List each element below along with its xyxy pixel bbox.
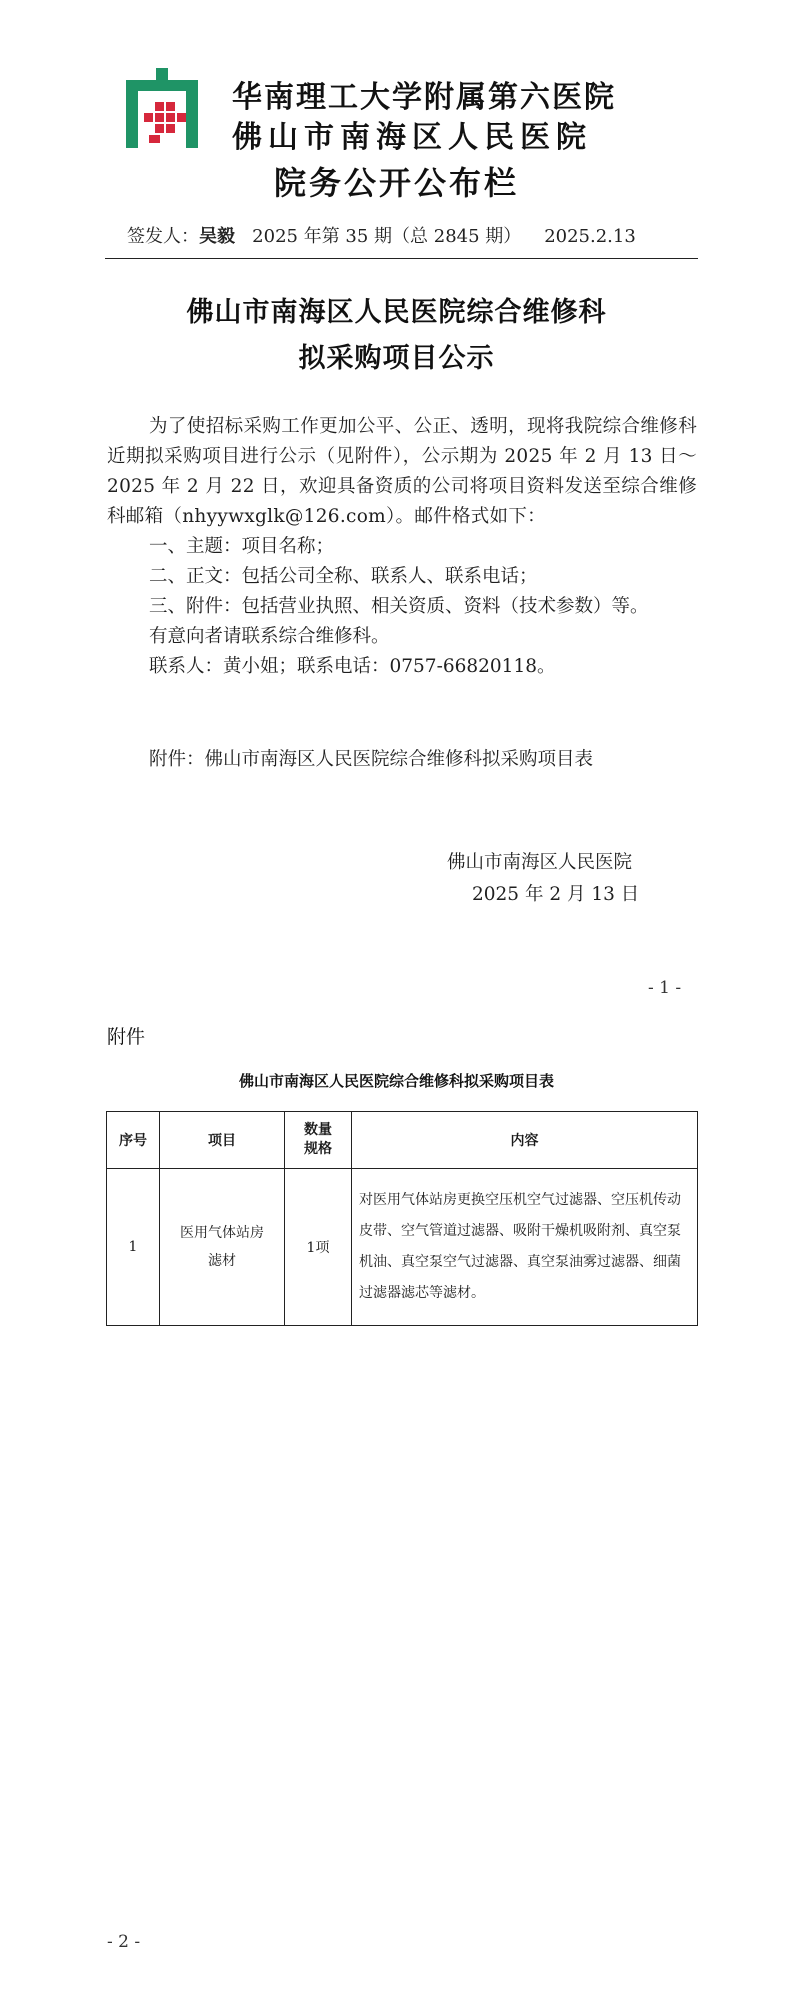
table-title: 佛山市南海区人民医院综合维修科拟采购项目表: [238, 1072, 554, 1090]
notice-title-line1: 佛山市南海区人民医院综合维修科: [186, 297, 607, 328]
header-qty-line1: 数量: [304, 1122, 332, 1138]
table-header-row: [107, 1112, 698, 1169]
header-qty: [285, 1112, 352, 1169]
cell-content: 对医用气体站房更换空压机空气过滤器、空压机传动皮带、空气管道过滤器、吸附干燥机吸附剂、真空泵机油、真空泵空气过滤器、真空泵油雾过滤器、细菌过滤器滤芯等滤材。: [352, 1169, 698, 1326]
table-row: [107, 1169, 698, 1326]
header-content: 内容: [352, 1112, 698, 1169]
attachment-note-text: 附件：佛山市南海区人民医院综合维修科拟采购项目表: [149, 749, 594, 770]
procurement-table: [106, 1111, 698, 1326]
page-number: - 1 -: [648, 978, 682, 998]
notice-paragraph-text: 为了使招标采购工作更加公平、公正、透明，现将我院综合维修科近期拟采购项目进行公示（见附件），公示期为 2025 年 2 月 13 日～2025 年 2 月 22 日，欢迎具备资质的公司将项目资料发送至综合维修科邮箱（nhyywxglk@126.com）。邮件格式如下：: [107, 416, 697, 527]
page-one: [0, 0, 793, 1000]
header-no: 序号: [107, 1112, 160, 1169]
cell-qty: 1项: [285, 1169, 352, 1326]
hospital-name-line2: 佛山市南海区人民医院: [232, 120, 592, 155]
issue-info: 2025 年第 35 期（总 2845 期）: [252, 226, 522, 247]
issue-line: [127, 222, 636, 248]
header-item: 项目: [160, 1112, 285, 1169]
attachment-note: [107, 745, 697, 775]
cell-item: [160, 1169, 285, 1326]
board-title: 院务公开公布栏: [273, 164, 519, 202]
list-item: 二、正文：包括公司全称、联系人、联系电话；: [149, 566, 538, 587]
issue-date: 2025.2.13: [544, 226, 636, 247]
notice-paragraph: [107, 412, 697, 532]
contact-line: 联系人：黄小姐；联系电话：0757-66820118。: [149, 656, 556, 677]
signoff-date: 2025 年 2 月 13 日: [472, 884, 640, 905]
hospital-name-line1: 华南理工大学附属第六医院: [232, 80, 616, 115]
nanhai-hospital-logo-icon: [123, 68, 201, 148]
list-item: 有意向者请联系综合维修科。: [149, 626, 390, 647]
list-item: 三、附件：包括营业执照、相关资质、资料（技术参数）等。: [149, 596, 649, 617]
issuer-label: 签发人：: [127, 226, 199, 247]
cell-item-line1: 医用气体站房: [180, 1225, 264, 1241]
page-two: [0, 1000, 793, 2002]
attachment-label: 附件: [107, 1026, 146, 1048]
page-number: - 2 -: [107, 1932, 141, 1952]
header-qty-line2: 规格: [304, 1141, 332, 1157]
notice-title-line2: 拟采购项目公示: [298, 343, 495, 374]
cell-no: 1: [107, 1169, 160, 1326]
cell-item-line2: 滤材: [208, 1253, 236, 1269]
email-format-list: [107, 532, 697, 682]
issuer-name: 吴毅: [199, 226, 235, 247]
signoff-organization: 佛山市南海区人民医院: [447, 852, 633, 873]
list-item: 一、主题：项目名称；: [149, 536, 335, 557]
header-divider: [105, 258, 698, 259]
